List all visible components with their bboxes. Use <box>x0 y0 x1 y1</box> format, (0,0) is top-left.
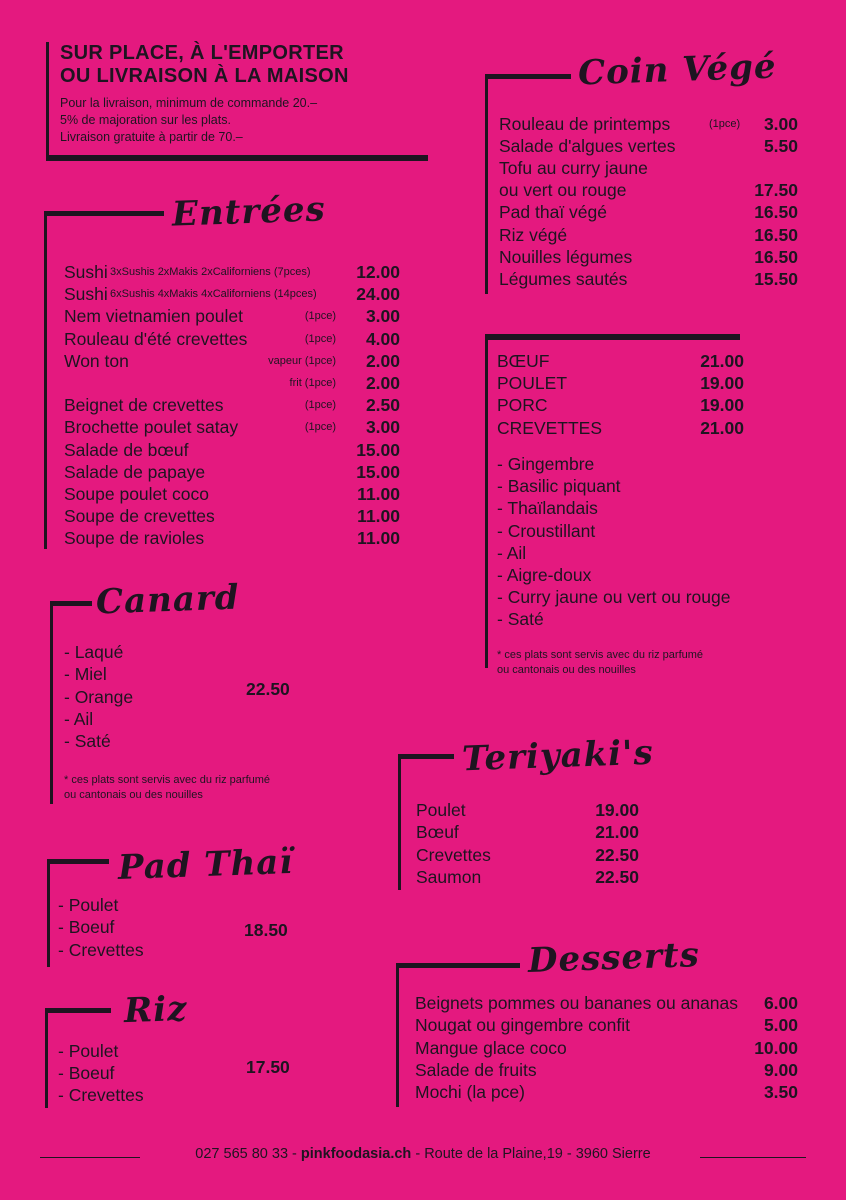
option-item: - Gingembre <box>497 454 595 474</box>
menu-item-price: 10.00 <box>754 1037 798 1058</box>
option-item: - Curry jaune ou vert ou rouge <box>497 587 731 608</box>
menu-item-name: Salade d'algues vertes <box>499 136 676 157</box>
vege-title: Coin Végé <box>577 46 778 94</box>
meats-note-line1: * ces plats sont servis avec du riz parfumé <box>497 649 704 661</box>
header-bottom-rule <box>46 155 428 161</box>
riz-title: Riz <box>123 988 189 1032</box>
teriyaki-title: Teriyaki's <box>461 732 655 780</box>
menu-item-detail: (1pce) <box>304 332 336 345</box>
menu-item-name: Salade de fruits <box>415 1059 537 1080</box>
menu-item-name: Crevettes <box>416 844 491 865</box>
option-item: - Crevettes <box>58 1085 144 1105</box>
footer-separator: - <box>288 1146 301 1162</box>
option-item: - Saté <box>64 731 111 752</box>
meats-rule <box>485 334 740 340</box>
menu-item-name: Tofu au curry jaune <box>499 158 648 179</box>
menu-item-detail: 6xSushis 4xMakis 4xCaliforniens (14pces) <box>110 288 317 301</box>
canard-price: 22.50 <box>246 679 290 699</box>
menu-item-price: 12.00 <box>356 262 400 282</box>
option-item: - Orange <box>64 686 134 707</box>
canard-title: Canard <box>95 577 241 623</box>
option-item: - Laqué <box>64 642 124 662</box>
canard-note-line2: ou cantonais ou des nouilles <box>64 789 203 801</box>
header-title-line2: OU LIVRAISON À LA MAISON <box>60 65 349 87</box>
menu-item-name: Nem vietnamien poulet <box>64 306 243 327</box>
riz-price: 17.50 <box>246 1057 290 1077</box>
menu-item-price: 22.50 <box>595 844 639 865</box>
footer <box>0 1146 846 1162</box>
menu-item-detail: 3xSushis 2xMakis 2xCaliforniens (7pces) <box>110 266 311 278</box>
padthai-title: Pad Thaï <box>117 841 294 889</box>
option-item: - Miel <box>64 664 107 685</box>
vege-left-rule <box>485 74 488 294</box>
menu-item-name: Soupe de ravioles <box>64 528 205 549</box>
menu-item-detail: frit (1pce) <box>289 377 336 389</box>
teriyaki-rule <box>398 754 454 759</box>
option-item: - Ail <box>64 708 94 729</box>
menu-item-price: 3.00 <box>365 306 400 327</box>
menu-item-name: Soupe de crevettes <box>64 506 215 527</box>
menu-item-price: 3.00 <box>365 417 400 438</box>
option-item: - Thaïlandais <box>497 498 598 519</box>
menu-item-price: 2.00 <box>365 350 400 371</box>
menu-item-name: BŒUF <box>497 351 550 371</box>
menu-item-price: 9.00 <box>763 1059 798 1080</box>
riz-rule <box>45 1008 111 1013</box>
option-item: - Poulet <box>58 1041 119 1061</box>
riz-left-rule <box>45 1008 48 1108</box>
canard-left-rule <box>50 601 53 804</box>
menu-item-price: 21.00 <box>700 351 744 371</box>
menu-item-price: 19.00 <box>595 800 639 820</box>
menu-item-price: 22.50 <box>595 866 639 887</box>
menu-item-name: Nouilles légumes <box>499 246 633 267</box>
delivery-note-line2: 5% de majoration sur les plats. <box>60 113 231 127</box>
menu-item-price: 11.00 <box>357 506 400 527</box>
menu-item-price: 11.00 <box>357 484 400 504</box>
menu-item-name: CREVETTES <box>497 417 603 438</box>
menu-item-price: 3.50 <box>763 1082 798 1103</box>
menu-item-name: Beignets pommes ou bananes ou ananas <box>415 993 739 1013</box>
menu-item-name: POULET <box>497 373 568 394</box>
header-title <box>60 42 349 88</box>
option-item: - Crevettes <box>58 939 144 960</box>
footer-separator: - <box>411 1146 425 1162</box>
menu-item-name: Mochi (la pce) <box>415 1082 525 1103</box>
menu-item-name: Won ton <box>64 350 129 371</box>
option-item: - Poulet <box>58 895 119 915</box>
entrees-rule <box>44 211 164 216</box>
footer-website[interactable]: pinkfoodasia.ch <box>300 1146 412 1162</box>
meats-note <box>497 648 703 678</box>
menu-item-price: 24.00 <box>356 284 400 305</box>
menu-item-price: 15.00 <box>356 461 400 482</box>
canard-rule <box>50 601 92 606</box>
menu-item-price: 16.50 <box>754 202 798 223</box>
menu-item-name: Salade de bœuf <box>64 439 189 460</box>
menu-item-name: PORC <box>497 395 548 416</box>
menu-item-name: Poulet <box>416 800 466 820</box>
menu-item-name: ou vert ou rouge <box>499 180 627 201</box>
menu-item-name: Riz végé <box>499 224 568 245</box>
menu-item-detail: vapeur (1pce) <box>268 354 336 367</box>
menu-item-price: 2.00 <box>365 373 400 393</box>
menu-item-name: Nougat ou gingembre confit <box>415 1015 630 1036</box>
teriyaki-left-rule <box>398 754 401 890</box>
menu-item-price: 5.00 <box>763 1015 798 1036</box>
menu-item-price: 21.00 <box>700 417 744 438</box>
menu-item-name: Pad thaï végé <box>499 202 607 223</box>
menu-item-name: Soupe poulet coco <box>64 484 209 504</box>
option-item: - Basilic piquant <box>497 476 621 497</box>
menu-item-price: 19.00 <box>700 395 744 416</box>
menu-item-price: 16.50 <box>754 246 798 267</box>
desserts-title: Desserts <box>527 935 701 981</box>
delivery-note-line1: Pour la livraison, minimum de commande 20.– <box>60 96 318 110</box>
header-title-line1: SUR PLACE, À L'EMPORTER <box>60 42 344 64</box>
menu-item-price: 2.50 <box>365 395 400 416</box>
menu-item-price: 6.00 <box>763 993 798 1013</box>
meats-left-rule <box>485 334 488 668</box>
menu-item-price: 21.00 <box>595 822 639 843</box>
menu-item-price: 11.00 <box>357 528 400 549</box>
menu-item-detail: (1pce) <box>304 310 336 323</box>
desserts-left-rule <box>396 963 399 1107</box>
menu-item-detail: (1pce) <box>304 421 336 434</box>
menu-item-price: 17.50 <box>754 180 798 201</box>
menu-item-price: 5.50 <box>763 136 798 157</box>
delivery-note-line3: Livraison gratuite à partir de 70.– <box>60 130 243 144</box>
menu-item-price: 15.00 <box>356 439 400 460</box>
footer-address: Route de la Plaine,19 - 3960 Sierre <box>424 1146 651 1162</box>
option-item: - Boeuf <box>58 1063 115 1083</box>
menu-item-name: Sushi <box>64 284 108 305</box>
canard-note-line1: * ces plats sont servis avec du riz parfumé <box>64 774 271 786</box>
padthai-rule <box>47 859 109 864</box>
menu-item-name: Mangue glace coco <box>415 1037 567 1058</box>
option-item: - Boeuf <box>58 917 115 938</box>
option-item: - Saté <box>497 609 544 630</box>
menu-item-name: Salade de papaye <box>64 461 206 482</box>
menu-item-name: Rouleau d'été crevettes <box>64 328 248 349</box>
entrees-title: Entrées <box>171 189 327 235</box>
option-item: - Croustillant <box>497 520 596 541</box>
menu-item-detail: (1pce) <box>304 399 336 412</box>
footer-phone: 027 565 80 33 <box>195 1146 289 1162</box>
menu-item-name: Saumon <box>416 866 482 887</box>
canard-note <box>64 773 270 803</box>
menu-item-name: Sushi <box>64 262 108 282</box>
menu-item-price: 19.00 <box>700 373 744 394</box>
menu-item-price: 4.00 <box>365 328 400 349</box>
padthai-price: 18.50 <box>244 920 288 940</box>
option-item: - Aigre-doux <box>497 565 592 585</box>
header-left-rule <box>46 42 49 160</box>
menu-item-price: 15.50 <box>754 268 798 289</box>
menu-item-price: 16.50 <box>754 224 798 245</box>
menu-item-name: Bœuf <box>416 822 459 843</box>
padthai-left-rule <box>47 859 50 967</box>
menu-item-name: Rouleau de printemps <box>499 114 671 134</box>
desserts-rule <box>396 963 520 968</box>
menu-item-detail: (1pce) <box>709 118 741 130</box>
menu-item-name: Brochette poulet satay <box>64 417 239 438</box>
menu-item-price: 3.00 <box>763 114 798 134</box>
vege-rule <box>485 74 571 79</box>
option-item: - Ail <box>497 542 527 563</box>
menu-item-name: Beignet de crevettes <box>64 395 224 416</box>
delivery-note <box>60 95 317 146</box>
meats-note-line2: ou cantonais ou des nouilles <box>497 664 636 676</box>
menu-item-name: Légumes sautés <box>499 268 628 289</box>
